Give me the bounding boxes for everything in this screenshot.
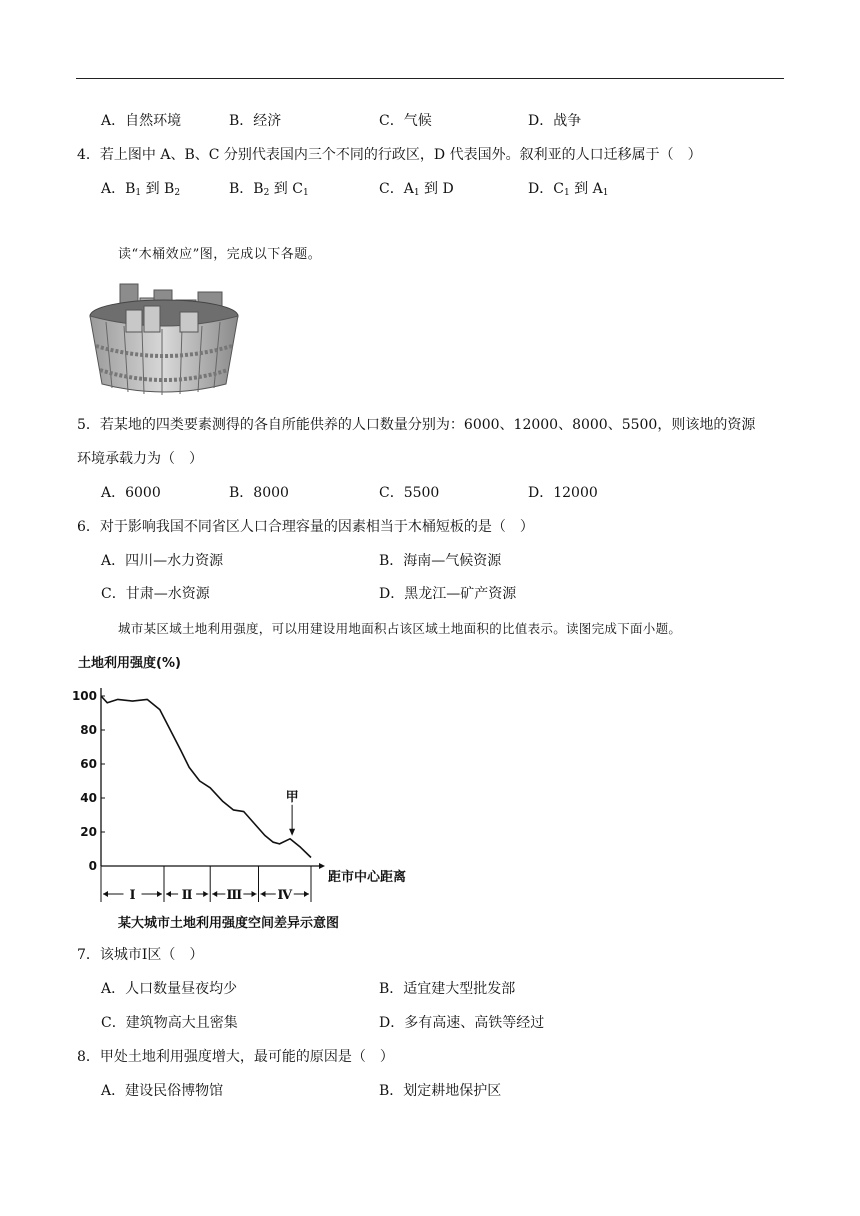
land-use-chart bbox=[72, 672, 412, 912]
wooden-barrel-illustration bbox=[84, 276, 244, 400]
q7-option-c[interactable]: C．建筑物高大且密集 bbox=[101, 1015, 238, 1031]
q5-option-d[interactable]: D．12000 bbox=[528, 485, 598, 501]
y-tick-label: 100 bbox=[72, 689, 97, 703]
zone-label: Ⅱ bbox=[181, 888, 193, 903]
chart-title: 某大城市土地利用强度空间差异示意图 bbox=[118, 916, 340, 931]
x-axis-label: 距市中心距离 bbox=[328, 870, 407, 885]
zone-label: Ⅰ bbox=[129, 888, 136, 903]
q4-option-d[interactable]: D．$C_1$ 到 $A_1$ bbox=[528, 181, 609, 198]
q8-option-b[interactable]: B．划定耕地保护区 bbox=[379, 1083, 502, 1099]
chart-y-axis-label: 土地利用强度(%) bbox=[78, 656, 181, 671]
annotation-label: 甲 bbox=[285, 789, 299, 805]
q7-option-a[interactable]: A．人口数量昼夜均少 bbox=[101, 981, 238, 997]
y-tick-label: 80 bbox=[80, 723, 97, 737]
q5-option-b[interactable]: B．8000 bbox=[229, 485, 289, 501]
intro-barrel: 读“木桶效应”图，完成以下各题。 bbox=[118, 247, 322, 262]
q7-option-d[interactable]: D．多有高速、高铁等经过 bbox=[379, 1015, 545, 1031]
q6-option-a[interactable]: A．四川—水力资源 bbox=[101, 553, 224, 569]
q8-option-a[interactable]: A．建设民俗博物馆 bbox=[101, 1083, 224, 1099]
q6-option-c[interactable]: C．甘肃—水资源 bbox=[101, 586, 210, 602]
y-tick-label: 0 bbox=[88, 859, 97, 873]
q4-option-a[interactable]: A．$B_1$ 到 $B_2$ bbox=[101, 181, 181, 198]
q6-option-d[interactable]: D．黑龙江—矿产资源 bbox=[379, 586, 517, 602]
zone-label: Ⅳ bbox=[277, 888, 293, 903]
q3-option-b[interactable]: B．经济 bbox=[229, 113, 282, 129]
q3-option-a[interactable]: A．自然环境 bbox=[101, 113, 182, 129]
q5-option-a[interactable]: A．6000 bbox=[101, 485, 161, 501]
x-axis-arrow bbox=[319, 863, 325, 869]
zone-arrowhead bbox=[203, 891, 208, 897]
zone-arrowhead bbox=[261, 891, 266, 897]
q7-option-b[interactable]: B．适宜建大型批发部 bbox=[379, 981, 516, 997]
y-tick-label: 40 bbox=[80, 791, 97, 805]
q5-stem-line2: 环境承载力为（ ） bbox=[77, 451, 203, 467]
q5-stem-line1: 5．若某地的四类要素测得的各自所能供养的人口数量分别为：6000、12000、8000、5500，则该地的资源 bbox=[77, 417, 756, 433]
q4-option-b[interactable]: B．$B_2$ 到 $C_1$ bbox=[229, 181, 309, 198]
zone-arrowhead bbox=[157, 891, 162, 897]
zone-label: Ⅲ bbox=[226, 888, 243, 903]
q8-stem: 8．甲处土地利用强度增大，最可能的原因是（ ） bbox=[77, 1049, 394, 1065]
zone-arrowhead bbox=[252, 891, 257, 897]
header-rule bbox=[76, 78, 784, 79]
zone-arrowhead bbox=[166, 891, 171, 897]
y-tick-label: 60 bbox=[80, 757, 97, 771]
q4-option-c[interactable]: C．$A_1$ 到 D bbox=[379, 181, 454, 198]
y-tick-label: 20 bbox=[80, 825, 97, 839]
land-use-curve bbox=[101, 696, 311, 858]
q7-stem: 7．该城市Ⅰ区（ ） bbox=[77, 947, 204, 963]
annotation-arrowhead bbox=[289, 829, 295, 836]
zone-arrowhead bbox=[304, 891, 309, 897]
q4-stem: 4．若上图中 A、B、C 分别代表国内三个不同的行政区，D 代表国外。叙利亚的人口迁移属于（ ） bbox=[77, 147, 702, 163]
zone-arrowhead bbox=[103, 891, 108, 897]
q6-stem: 6．对于影响我国不同省区人口合理容量的因素相当于木桶短板的是（ ） bbox=[77, 519, 534, 535]
intro-land-use: 城市某区域土地利用强度，可以用建设用地面积占该区域土地面积的比值表示。读图完成下面小题。 bbox=[118, 621, 682, 636]
q6-option-b[interactable]: B．海南—气候资源 bbox=[379, 553, 502, 569]
q5-option-c[interactable]: C．5500 bbox=[379, 485, 440, 501]
zone-arrowhead bbox=[212, 891, 217, 897]
q3-option-c[interactable]: C．气候 bbox=[379, 113, 432, 129]
q3-option-d[interactable]: D．战争 bbox=[528, 113, 582, 129]
